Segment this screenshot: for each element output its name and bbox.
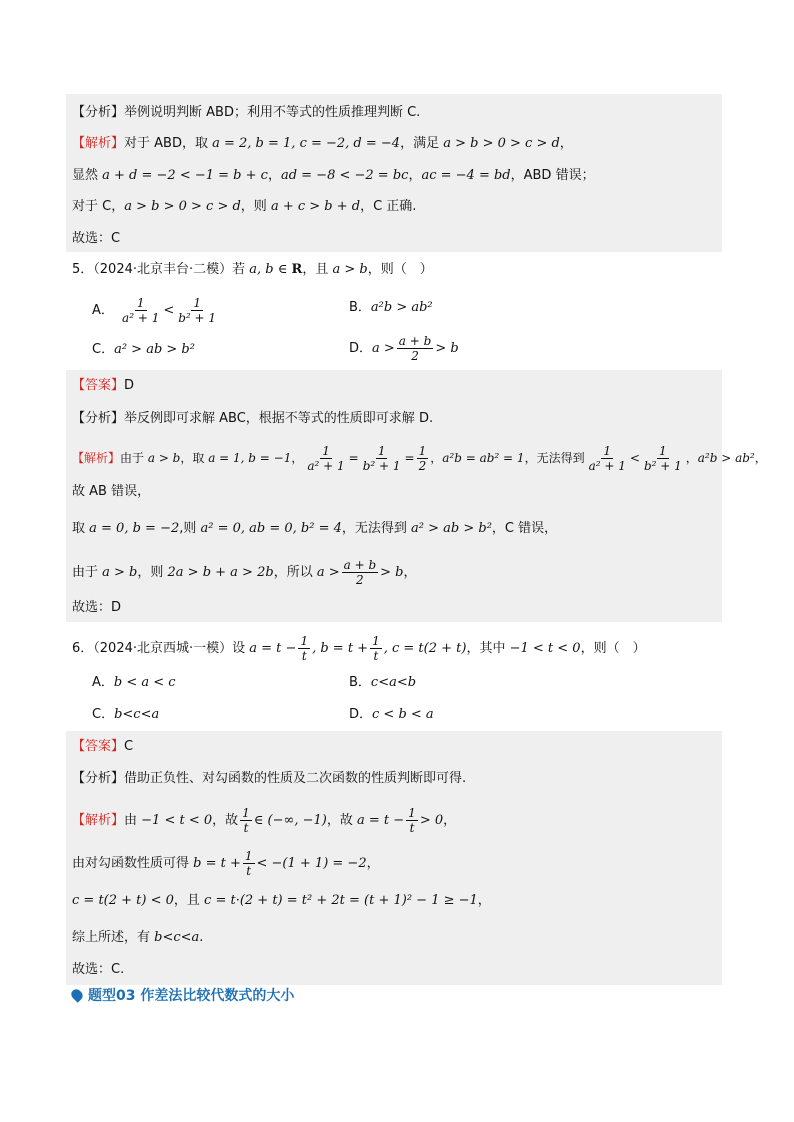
solution-line: c = t(2 + t) < 0，且 c = t·(2 + t) = t² + 2t = (t + 1)² − 1 ≥ −1，	[72, 893, 491, 908]
answer-line: 【答案】D	[72, 378, 135, 393]
solution-line: 取 a = 0, b = −2,则 a² = 0, ab = 0, b² = 4，无法得到 a² > ab > b²，C 错误，	[72, 521, 558, 536]
solution-line: 故 AB 错误，	[72, 484, 151, 499]
option-a[interactable]: A．b < a < c	[92, 675, 176, 690]
location-pin-icon	[69, 987, 85, 1003]
option-d[interactable]: D．a > $\frac{a + b}{2}$ > b	[349, 334, 459, 363]
analysis-line: 【分析】举反例即可求解 ABC，根据不等式的性质即可求解 D.	[72, 411, 434, 426]
option-d[interactable]: D．c < b < a	[349, 707, 434, 722]
solution-line: 由于 a > b，则 2a > b + a > 2b，所以 a > $\frac{a + b}{2}$ > b，	[72, 558, 417, 587]
analysis-line: 【分析】举例说明判断 ABD；利用不等式的性质推理判断 C.	[72, 105, 421, 120]
solution-line: 由对勾函数性质可得 b = t + $\frac{1}{t}$ < −(1 + 1) = −2，	[72, 849, 380, 878]
solution-line: 对于 C，a > b > 0 > c > d，则 a + c > b + d，C 正确.	[72, 199, 417, 214]
solution-line: 显然 a + d = −2 < −1 = b + c，ad = −8 < −2 = bc，ac = −4 = bd，ABD 错误；	[72, 168, 595, 183]
section-heading: 题型03 作差法比较代数式的大小	[72, 985, 294, 1005]
choice-line: 故选：C	[72, 231, 121, 246]
answer-tag: 【答案】	[72, 378, 125, 393]
choice-line: 故选：C.	[72, 962, 125, 977]
option-c[interactable]: C．b<c<a	[92, 707, 160, 722]
answer-line: 【答案】C	[72, 739, 134, 754]
analysis-line: 【分析】借助正负性、对勾函数的性质及二次函数的性质判断即可得.	[72, 771, 467, 786]
solution-line: 【解析】由于 a > b，取 a = 1, b = −1， $\frac{1}{\text{a² + 1}}$ = $\frac{1}{\text{b² + 1}}$ = $\frac{1}{2}$ ，a²b = ab² = 1，无法得到 $\frac{1}{\text{a² + 1}}$ < $\frac{1}{\text{b² + 1}}$ ，a²b > ab²，	[72, 444, 767, 473]
solution-line: 综上所述，有 b<c<a.	[72, 930, 204, 945]
solution-line: 【解析】对于 ABD，取 a = 2, b = 1, c = −2, d = −4，满足 a > b > 0 > c > d，	[72, 136, 573, 151]
question-stem: 5．（2024·北京丰台·二模）若 a, b ∈ R，且 a > b，则（ ）	[72, 262, 433, 277]
option-c[interactable]: C．a² > ab > b²	[92, 342, 195, 357]
choice-line: 故选：D	[72, 600, 122, 615]
option-a[interactable]: A． $\frac{1}{\text{a² + 1}}$ < $\frac{1}{\text{b² + 1}}$	[92, 296, 217, 325]
solution-line: 【解析】由 −1 < t < 0，故 $\frac{1}{t}$ ∈ (−∞, −1)，故 a = t − $\frac{1}{t}$ > 0，	[72, 806, 457, 835]
solution-tag: 【解析】	[72, 136, 125, 151]
question-stem: 6．（2024·北京西城·一模）设 a = t − $\frac{1}{t}$ , b = t + $\frac{1}{t}$ , c = t(2 + t)，其中 −1 < t < 0，则（ ）	[72, 634, 646, 663]
analysis-tag: 【分析】	[72, 105, 125, 120]
option-b[interactable]: B．a²b > ab²	[349, 300, 433, 315]
option-b[interactable]: B．c<a<b	[349, 675, 417, 690]
